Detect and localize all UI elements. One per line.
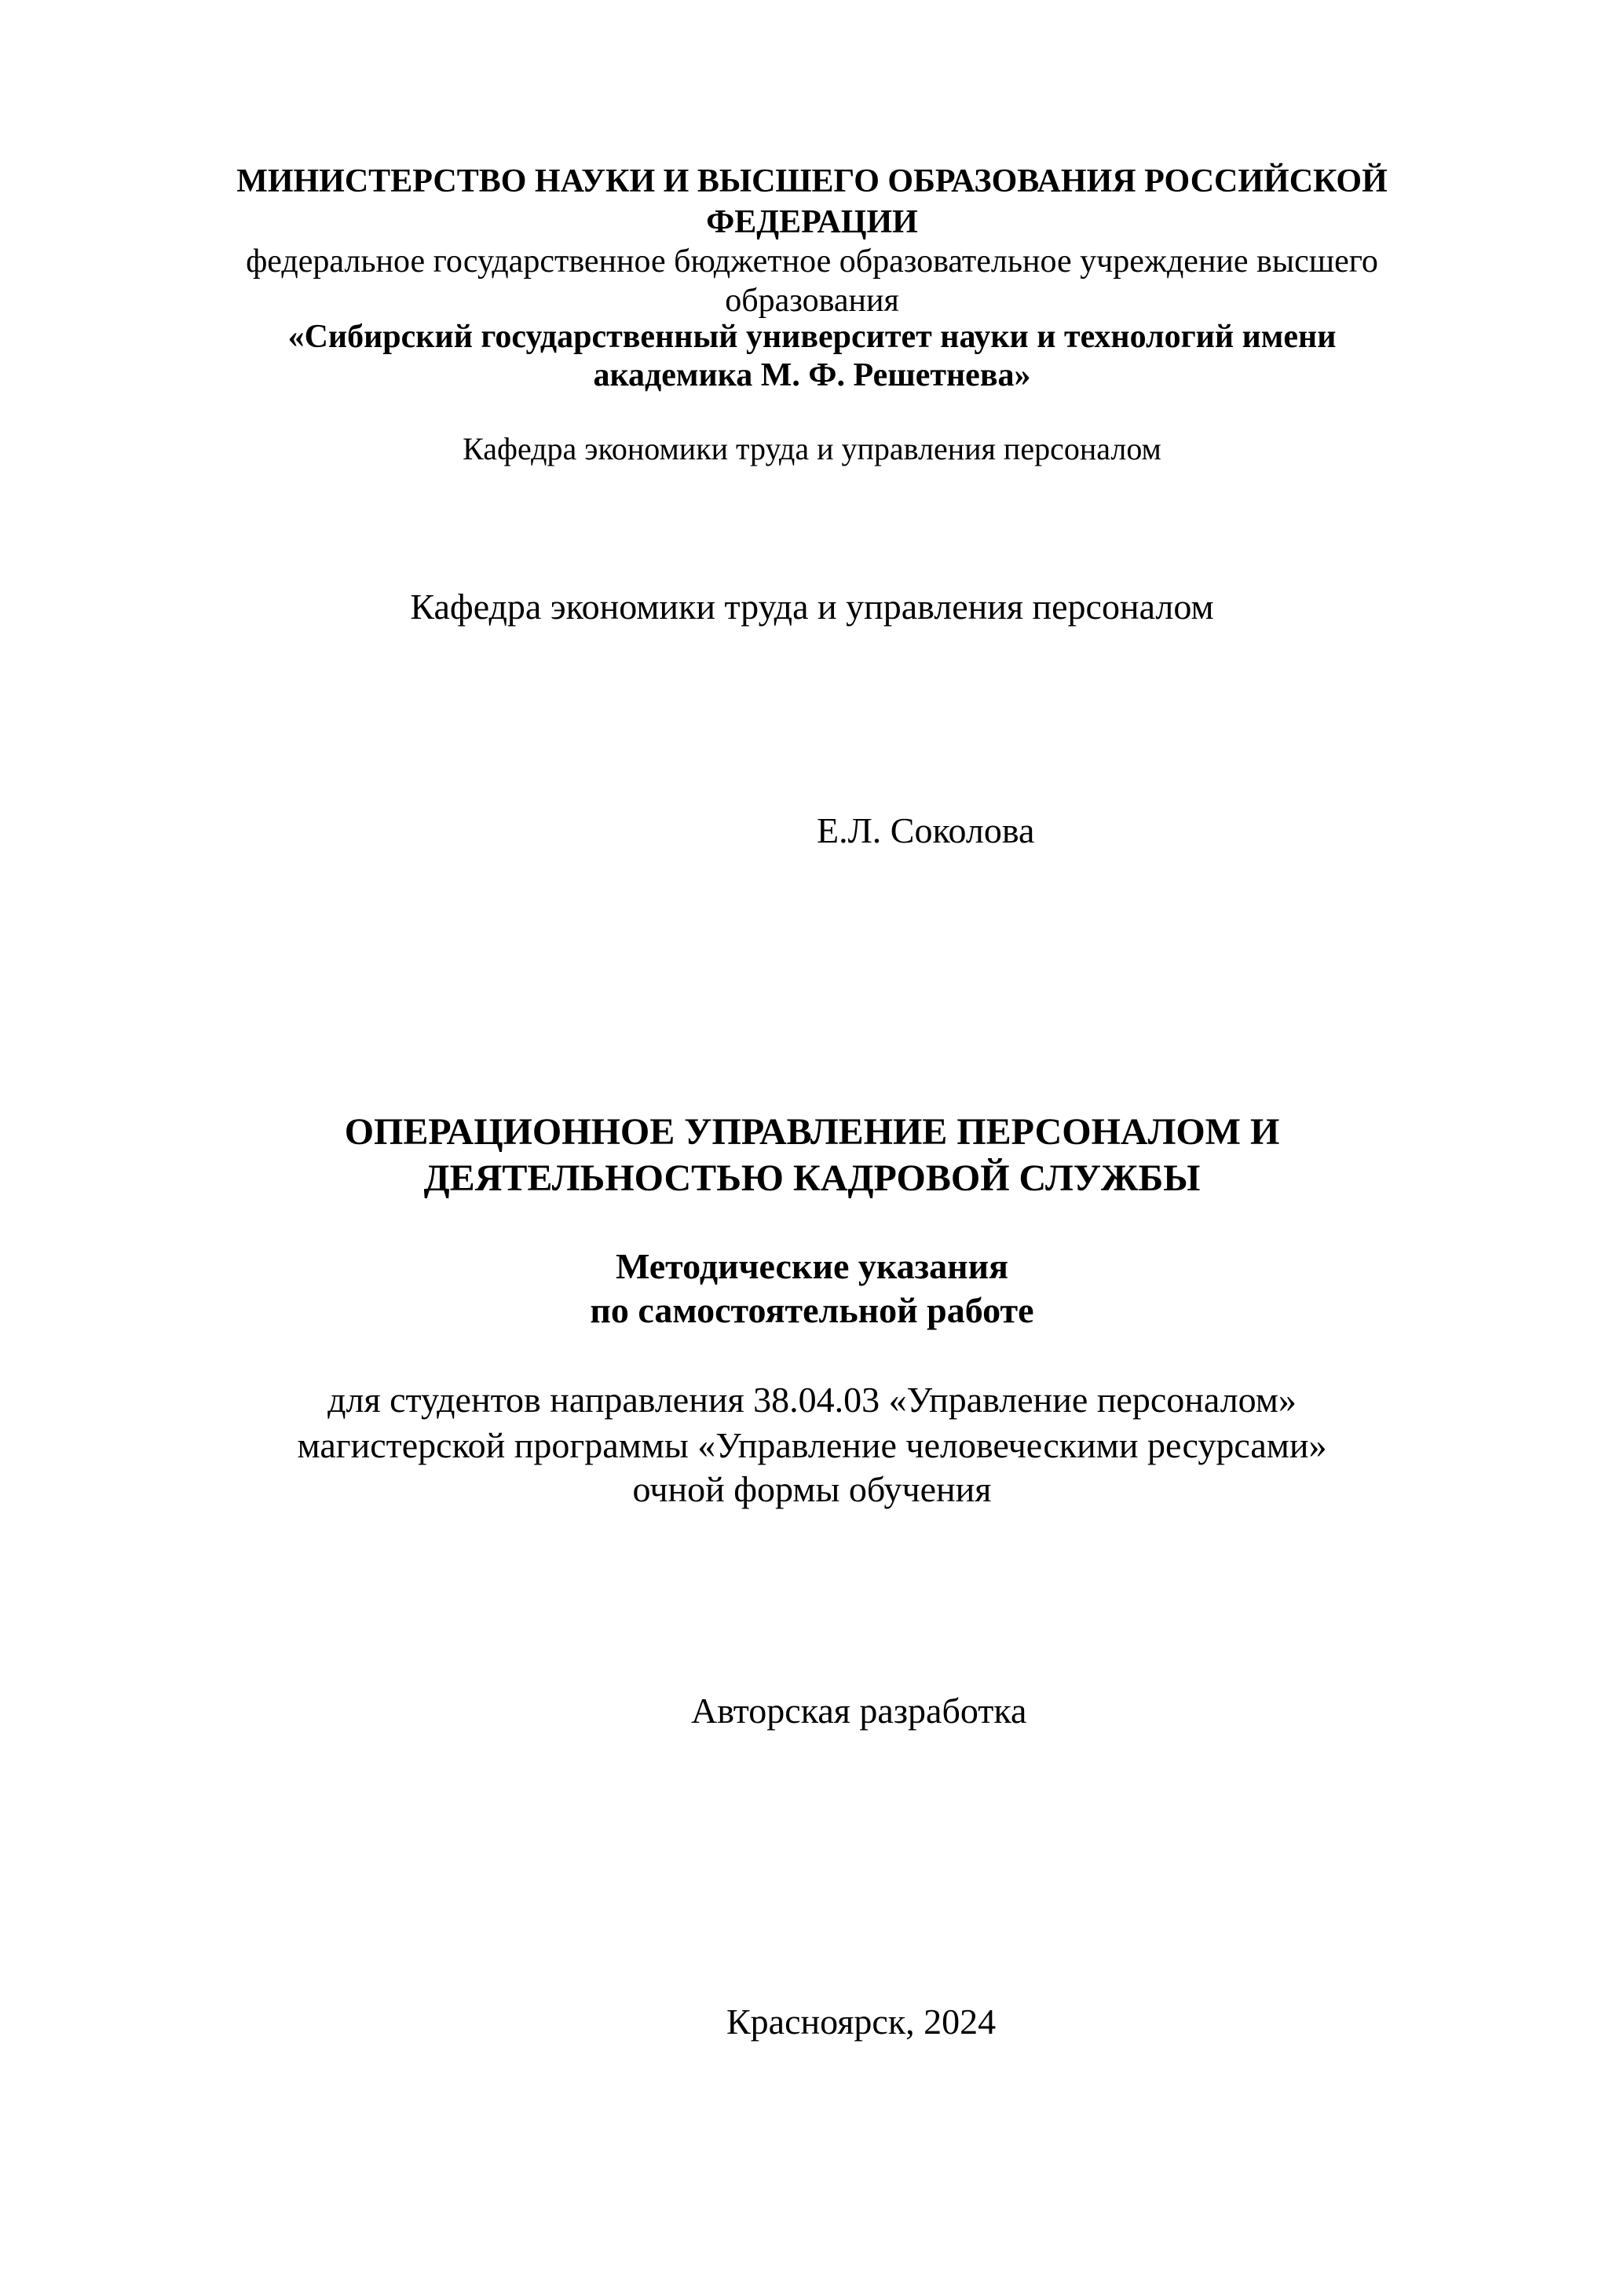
department-header: Кафедра экономики труда и управления персоналом bbox=[463, 431, 1161, 466]
university-line-1: «Сибирский государственный университет науки и технологий имени bbox=[287, 319, 1337, 355]
authors-development-note: Авторская разработка bbox=[691, 1691, 1027, 1731]
city-year: Красноярск, 2024 bbox=[726, 2002, 997, 2042]
ministry-line-2: ФЕДЕРАЦИИ bbox=[706, 204, 918, 240]
audience-line-1: для студентов направления 38.04.03 «Управление персоналом» bbox=[327, 1380, 1297, 1420]
subtitle-line-1: Методические указания bbox=[615, 1246, 1009, 1286]
institution-type-line-2: образования bbox=[725, 283, 899, 319]
university-line-2: академика М. Ф. Решетнева» bbox=[593, 357, 1031, 393]
document-title-line-2: ДЕЯТЕЛЬНОСТЬЮ КАДРОВОЙ СЛУЖБЫ bbox=[423, 1157, 1201, 1199]
author-name: Е.Л. Соколова bbox=[817, 810, 1035, 850]
audience-line-2: магистерской программы «Управление человеческими ресурсами» bbox=[297, 1425, 1327, 1465]
institution-type-line-1: федеральное государственное бюджетное образовательное учреждение высшего bbox=[246, 243, 1378, 280]
ministry-line-1: МИНИСТЕРСТВО НАУКИ И ВЫСШЕГО ОБРАЗОВАНИЯ РОССИЙСКОЙ bbox=[236, 163, 1388, 199]
document-title-line-1: ОПЕРАЦИОННОЕ УПРАВЛЕНИЕ ПЕРСОНАЛОМ И bbox=[344, 1111, 1280, 1153]
department-repeat: Кафедра экономики труда и управления персоналом bbox=[410, 587, 1214, 627]
subtitle-line-2: по самостоятельной работе bbox=[590, 1290, 1034, 1330]
audience-line-3: очной формы обучения bbox=[632, 1469, 992, 1509]
